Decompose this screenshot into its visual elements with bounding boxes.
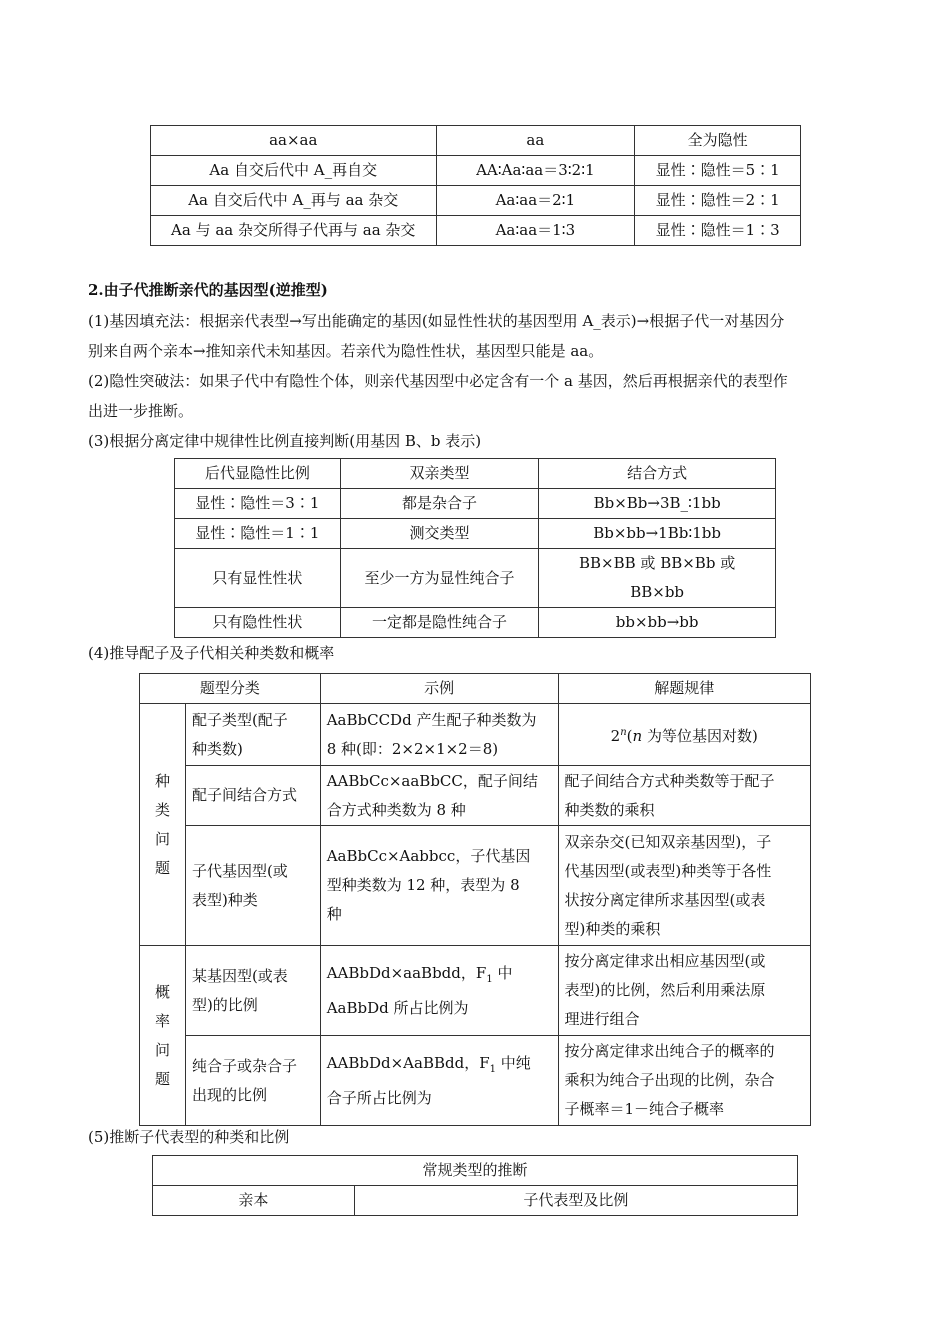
cell-line: BB×BB 或 BB×Bb 或: [579, 554, 736, 572]
paragraph: (4)推导配子及子代相关种类数和概率: [88, 644, 335, 662]
table-row: [140, 766, 811, 826]
table-cell: 测交类型: [340, 519, 539, 549]
cell-line: BB×bb: [630, 583, 685, 601]
table-cell: Aa 自交后代中 A_再与 aa 杂交: [151, 186, 437, 216]
paragraph: 出进一步推断。: [88, 402, 194, 420]
table-row: [175, 519, 776, 549]
table-header-row: [175, 459, 776, 489]
table-cell: 一定都是隐性纯合子: [340, 608, 539, 638]
table-header: 后代显隐性比例: [175, 459, 341, 489]
paragraph: (5)推断子代表型的种类和比例: [88, 1128, 290, 1146]
table-header: 双亲类型: [340, 459, 539, 489]
phenotype-inference-table: [152, 1155, 798, 1216]
table-cell: 全为隐性: [635, 126, 801, 156]
table-cell: 配子间结合方式: [185, 766, 320, 826]
table-cell: 配子间结合方式种类数等于配子 种类数的乘积: [558, 766, 811, 826]
table-row: [151, 126, 801, 156]
table-cell: 某基因型(或表 型)的比例: [185, 946, 320, 1036]
table-cell: 至少一方为显性纯合子: [340, 549, 539, 608]
table-row: [151, 156, 801, 186]
table-cell: 显性∶隐性＝1∶1: [175, 519, 341, 549]
table-header-row: [153, 1186, 798, 1216]
section-heading: 2.由子代推断亲代的基因型(逆推型): [88, 281, 328, 299]
ratio-judgment-table: [174, 458, 776, 638]
table-row: [175, 608, 776, 638]
table-row: [151, 186, 801, 216]
table-title: 常规类型的推断: [153, 1156, 798, 1186]
table-header: 亲本: [153, 1186, 355, 1216]
table-row: [140, 1036, 811, 1126]
table-cell: 只有隐性性状: [175, 608, 341, 638]
table-cell: 都是杂合子: [340, 489, 539, 519]
paragraph: (2)隐性突破法：如果子代中有隐性个体，则亲代基因型中必定含有一个 a 基因，然后再根据亲代的表型作: [88, 372, 788, 390]
gamete-offspring-table: [139, 673, 811, 1126]
table-cell: Bb×Bb→3B_∶1bb: [539, 489, 776, 519]
table-row: [175, 489, 776, 519]
table-cell: 显性∶隐性＝5∶1: [635, 156, 801, 186]
table-cell: 纯合子或杂合子 出现的比例: [185, 1036, 320, 1126]
paragraph: 别来自两个亲本→推知亲代未知基因。若亲代为隐性性状，基因型只能是 aa。: [88, 342, 604, 360]
table-cell: aa×aa: [151, 126, 437, 156]
table-cell: 2$^n$(n 为等位基因对数): [558, 704, 811, 766]
table-cell: 显性∶隐性＝3∶1: [175, 489, 341, 519]
table-cell: AaBbCc×Aabbcc，子代基因 型种类数为 12 种，表型为 8 种: [320, 826, 558, 946]
table-header-row: [140, 674, 811, 704]
table-header: 示例: [320, 674, 558, 704]
table-cell: 只有显性性状: [175, 549, 341, 608]
table-header: 子代表型及比例: [354, 1186, 797, 1216]
table-cell: Aa 与 aa 杂交所得子代再与 aa 杂交: [151, 216, 437, 246]
table-row: [153, 1156, 798, 1186]
table-cell: aa: [436, 126, 635, 156]
table-cell: 双亲杂交(已知双亲基因型)，子 代基因型(或表型)种类等于各性 状按分离定律所求基因型(或表 型)种类的乘积: [558, 826, 811, 946]
table-cell: 按分离定律求出相应基因型(或 表型)的比例，然后利用乘法原 理进行组合: [558, 946, 811, 1036]
table-header: 题型分类: [140, 674, 321, 704]
table-row: [151, 216, 801, 246]
table-cell: Aa∶aa＝1∶3: [436, 216, 635, 246]
table-row: [175, 549, 776, 608]
table-row: [140, 704, 811, 766]
table-cell: AABbDd×aaBbdd，$F_1$ 中 AaBbDd 所占比例为: [320, 946, 558, 1036]
table-cell: 配子类型(配子 种类数): [185, 704, 320, 766]
table-cell: AA∶Aa∶aa＝3∶2∶1: [436, 156, 635, 186]
inheritance-ratio-table: [150, 125, 801, 246]
paragraph: (3)根据分离定律中规律性比例直接判断(用基因 B、b 表示): [88, 432, 482, 450]
table-cell: [539, 549, 776, 608]
table-cell: AaBbCCDd 产生配子种类数为 8 种(即：2×2×1×2＝8): [320, 704, 558, 766]
table-cell: 子代基因型(或 表型)种类: [185, 826, 320, 946]
table-cell: 显性∶隐性＝1∶3: [635, 216, 801, 246]
table-cell: Bb×bb→1Bb∶1bb: [539, 519, 776, 549]
table-cell: AABbCc×aaBbCC，配子间结 合方式种类数为 8 种: [320, 766, 558, 826]
group-label-probability: 概 率 问 题: [140, 946, 186, 1126]
table-header: 解题规律: [558, 674, 811, 704]
table-row: [140, 826, 811, 946]
table-cell: 按分离定律求出纯合子的概率的 乘积为纯合子出现的比例，杂合 子概率＝1－纯合子概率: [558, 1036, 811, 1126]
table-cell: bb×bb→bb: [539, 608, 776, 638]
table-header: 结合方式: [539, 459, 776, 489]
group-label-type: 种 类 问 题: [140, 704, 186, 946]
table-row: [140, 946, 811, 1036]
table-cell: Aa∶aa＝2∶1: [436, 186, 635, 216]
table-cell: Aa 自交后代中 A_再自交: [151, 156, 437, 186]
table-cell: 显性∶隐性＝2∶1: [635, 186, 801, 216]
table-cell: AABbDd×AaBBdd，$F_1$ 中纯 合子所占比例为: [320, 1036, 558, 1126]
paragraph: (1)基因填充法：根据亲代表型→写出能确定的基因(如显性性状的基因型用 A_表示)→根据子代一对基因分: [88, 312, 785, 330]
